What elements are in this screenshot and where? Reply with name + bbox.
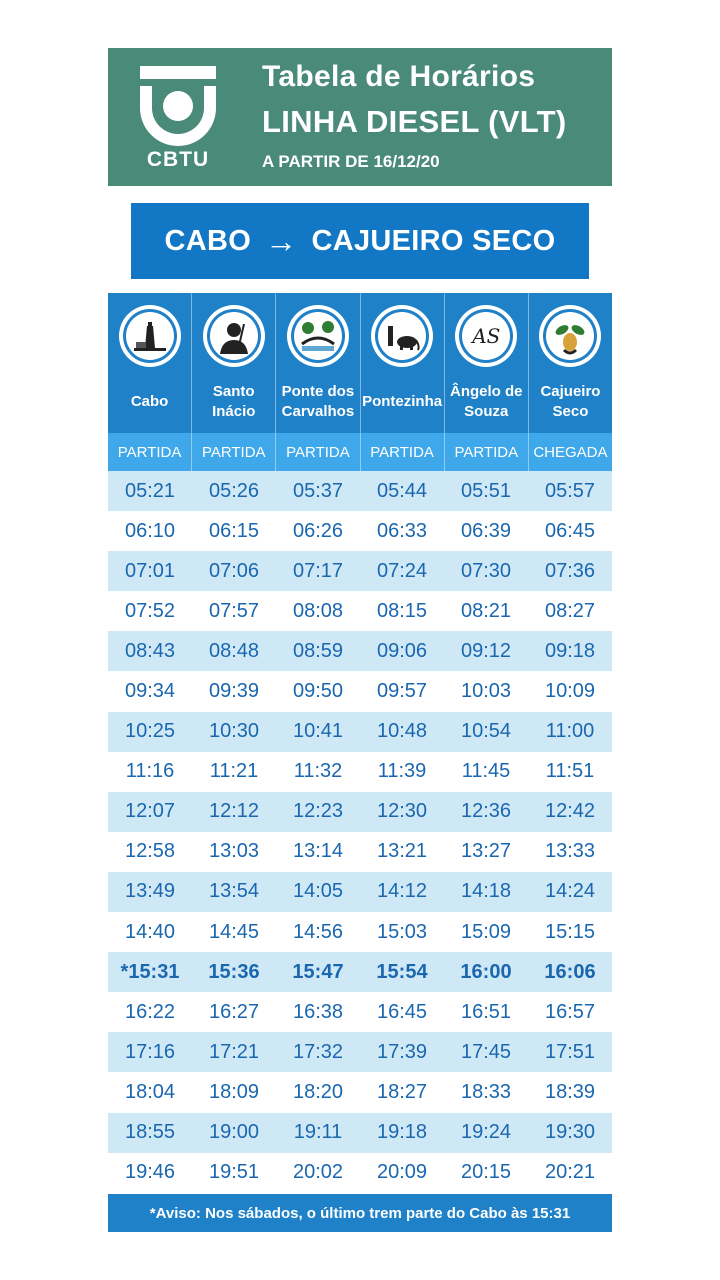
table-row bbox=[108, 1072, 612, 1112]
table-row bbox=[108, 551, 612, 591]
table-row bbox=[108, 1153, 612, 1193]
station-santo-inacio bbox=[192, 293, 276, 433]
time-cell: 08:15 bbox=[376, 599, 428, 622]
time-cell: 18:09 bbox=[208, 1080, 260, 1103]
time-cell: 06:33 bbox=[376, 519, 428, 542]
table-row bbox=[108, 631, 612, 671]
time-cell: 15:47 bbox=[292, 960, 344, 983]
time-cell: 07:06 bbox=[208, 559, 260, 582]
table-row bbox=[108, 992, 612, 1032]
time-cell: 10:48 bbox=[376, 720, 428, 743]
station-cabo bbox=[108, 293, 192, 433]
cashew-icon bbox=[546, 312, 594, 360]
time-cell: 13:14 bbox=[292, 840, 344, 863]
time-cell: 08:59 bbox=[292, 639, 344, 662]
time-cell: 16:57 bbox=[544, 1000, 596, 1023]
time-cell: 20:15 bbox=[460, 1161, 512, 1184]
time-cell: 16:51 bbox=[460, 1000, 512, 1023]
station-angelo-de-souza bbox=[445, 293, 529, 433]
time-cell: 08:27 bbox=[544, 599, 596, 622]
time-cell: 12:23 bbox=[292, 800, 344, 823]
time-cell: 11:16 bbox=[125, 760, 175, 783]
column-type: PARTIDA bbox=[445, 433, 529, 471]
time-cell: 07:36 bbox=[544, 559, 596, 582]
time-cell: 18:27 bbox=[376, 1080, 428, 1103]
time-cell: 10:54 bbox=[460, 720, 512, 743]
time-cell: 17:39 bbox=[376, 1040, 428, 1063]
time-cell: 17:45 bbox=[460, 1040, 512, 1063]
table-row bbox=[108, 1113, 612, 1153]
table-row bbox=[108, 511, 612, 551]
time-cell: 05:37 bbox=[292, 479, 344, 502]
time-cell: 07:01 bbox=[124, 559, 176, 582]
time-cell: 18:55 bbox=[124, 1121, 176, 1144]
time-cell: 18:20 bbox=[292, 1080, 344, 1103]
time-cell: 18:33 bbox=[460, 1080, 512, 1103]
time-cell: 17:32 bbox=[292, 1040, 344, 1063]
time-cell: 19:11 bbox=[293, 1121, 343, 1144]
table-row bbox=[108, 792, 612, 832]
time-cell: 07:30 bbox=[460, 559, 512, 582]
time-cell: 11:00 bbox=[545, 720, 595, 743]
time-cell: 11:21 bbox=[209, 760, 259, 783]
time-cell: 05:51 bbox=[460, 479, 512, 502]
time-cell: 16:06 bbox=[544, 960, 596, 983]
station-ponte-dos-carvalhos bbox=[276, 293, 360, 433]
time-cell: 19:00 bbox=[208, 1121, 260, 1144]
time-cell: 15:36 bbox=[208, 960, 260, 983]
time-cell: 17:16 bbox=[124, 1040, 176, 1063]
column-type: PARTIDA bbox=[361, 433, 445, 471]
time-cell: 11:45 bbox=[461, 760, 511, 783]
column-type: PARTIDA bbox=[192, 433, 276, 471]
time-cell: 06:26 bbox=[292, 519, 344, 542]
route-banner bbox=[131, 203, 589, 279]
table-row bbox=[108, 752, 612, 792]
station-name: Cabo bbox=[130, 393, 169, 410]
time-cell: 12:12 bbox=[208, 800, 260, 823]
saturday-notice: *Aviso: Nos sábados, o último trem parte do Cabo às 15:31 bbox=[108, 1194, 612, 1232]
column-subheader-row bbox=[108, 433, 612, 471]
time-cell: 16:00 bbox=[460, 960, 512, 983]
time-cell: 07:52 bbox=[124, 599, 176, 622]
time-cell: 14:45 bbox=[208, 920, 260, 943]
table-row bbox=[108, 872, 612, 912]
bridge-icon bbox=[294, 312, 342, 360]
time-cell: 06:15 bbox=[208, 519, 260, 542]
time-cell: 10:03 bbox=[460, 680, 512, 703]
time-cell: 05:57 bbox=[544, 479, 596, 502]
time-cell: 11:32 bbox=[293, 760, 343, 783]
time-cell: 09:39 bbox=[208, 680, 260, 703]
elephant-icon bbox=[378, 312, 426, 360]
header-banner bbox=[108, 48, 612, 186]
time-cell: 14:05 bbox=[292, 880, 344, 903]
station-name: Cajueiro Seco bbox=[540, 383, 601, 420]
time-cell: 14:40 bbox=[124, 920, 176, 943]
time-cell: 09:34 bbox=[124, 680, 176, 703]
column-type: CHEGADA bbox=[533, 443, 608, 461]
arrow-right-icon: → bbox=[265, 222, 298, 259]
time-cell: 07:24 bbox=[376, 559, 428, 582]
column-type: PARTIDA bbox=[276, 433, 360, 471]
time-cell: 19:51 bbox=[208, 1161, 260, 1184]
time-cell: 20:09 bbox=[376, 1161, 428, 1184]
time-cell: 13:21 bbox=[376, 840, 428, 863]
monogram-icon: AS bbox=[462, 312, 510, 360]
time-cell: 13:49 bbox=[124, 880, 176, 903]
time-cell: 20:02 bbox=[292, 1161, 344, 1184]
table-row bbox=[108, 832, 612, 872]
time-cell: 06:39 bbox=[460, 519, 512, 542]
time-cell: 12:07 bbox=[124, 800, 176, 823]
time-cell: 08:08 bbox=[292, 599, 344, 622]
station-name: Santo Inácio bbox=[212, 383, 256, 420]
time-cell: *15:31 bbox=[120, 960, 180, 983]
cbtu-logo bbox=[138, 64, 228, 174]
time-cell: 12:30 bbox=[376, 800, 428, 823]
schedule-table bbox=[108, 293, 612, 1193]
time-cell: 20:21 bbox=[544, 1161, 596, 1184]
logo-text: CBTU bbox=[146, 148, 210, 171]
time-cell: 12:42 bbox=[544, 800, 596, 823]
time-cell: 06:45 bbox=[544, 519, 596, 542]
time-cell: 18:39 bbox=[544, 1080, 596, 1103]
time-cell: 15:03 bbox=[376, 920, 428, 943]
station-cajueiro-seco bbox=[529, 293, 612, 433]
time-cell: 10:09 bbox=[544, 680, 596, 703]
column-type: PARTIDA bbox=[108, 433, 192, 471]
station-header-row bbox=[108, 293, 612, 433]
time-cell: 16:45 bbox=[376, 1000, 428, 1023]
time-cell: 13:27 bbox=[460, 840, 512, 863]
time-cell: 15:54 bbox=[376, 960, 428, 983]
time-cell: 07:57 bbox=[208, 599, 260, 622]
time-cell: 13:33 bbox=[544, 840, 596, 863]
time-cell: 12:36 bbox=[460, 800, 512, 823]
route-from: CABO bbox=[164, 224, 252, 257]
schedule-rows bbox=[108, 471, 612, 1193]
time-cell: 11:39 bbox=[377, 760, 427, 783]
station-pontezinha bbox=[361, 293, 445, 433]
station-name: Ângelo de Souza bbox=[450, 383, 523, 420]
time-cell: 19:24 bbox=[460, 1121, 512, 1144]
time-cell: 14:24 bbox=[544, 880, 596, 903]
time-cell: 19:30 bbox=[544, 1121, 596, 1144]
time-cell: 15:09 bbox=[460, 920, 512, 943]
time-cell: 19:46 bbox=[124, 1161, 176, 1184]
time-cell: 09:12 bbox=[460, 639, 512, 662]
time-cell: 09:57 bbox=[376, 680, 428, 703]
time-cell: 15:15 bbox=[544, 920, 596, 943]
time-cell: 10:41 bbox=[292, 720, 344, 743]
time-cell: 14:56 bbox=[292, 920, 344, 943]
time-cell: 13:03 bbox=[208, 840, 260, 863]
page-title: Tabela de Horários bbox=[262, 60, 536, 93]
time-cell: 14:18 bbox=[460, 880, 512, 903]
time-cell: 09:50 bbox=[292, 680, 344, 703]
time-cell: 17:51 bbox=[544, 1040, 596, 1063]
saint-icon bbox=[210, 312, 258, 360]
time-cell: 05:44 bbox=[376, 479, 428, 502]
time-cell: 09:18 bbox=[544, 639, 596, 662]
table-row bbox=[108, 591, 612, 631]
time-cell: 16:22 bbox=[124, 1000, 176, 1023]
time-cell: 09:06 bbox=[376, 639, 428, 662]
time-cell: 18:04 bbox=[124, 1080, 176, 1103]
time-cell: 12:58 bbox=[124, 840, 176, 863]
table-row bbox=[108, 1032, 612, 1072]
time-cell: 10:30 bbox=[208, 720, 260, 743]
table-row bbox=[108, 671, 612, 711]
time-cell: 17:21 bbox=[208, 1040, 260, 1063]
time-cell: 11:51 bbox=[545, 760, 595, 783]
time-cell: 16:27 bbox=[208, 1000, 260, 1023]
route-to: CAJUEIRO SECO bbox=[311, 224, 556, 257]
time-cell: 08:48 bbox=[208, 639, 260, 662]
table-row bbox=[108, 952, 612, 992]
time-cell: 08:43 bbox=[124, 639, 176, 662]
time-cell: 14:12 bbox=[376, 880, 428, 903]
station-name: Pontezinha bbox=[362, 393, 443, 410]
time-cell: 06:10 bbox=[124, 519, 176, 542]
effective-date: A PARTIR DE 16/12/20 bbox=[262, 152, 440, 171]
time-cell: 05:26 bbox=[208, 479, 260, 502]
time-cell: 10:25 bbox=[124, 720, 176, 743]
time-cell: 13:54 bbox=[208, 880, 260, 903]
time-cell: 05:21 bbox=[124, 479, 176, 502]
line-name: LINHA DIESEL (VLT) bbox=[262, 104, 567, 139]
table-row bbox=[108, 471, 612, 511]
table-row bbox=[108, 912, 612, 952]
station-name: Ponte dos Carvalhos bbox=[281, 383, 355, 420]
time-cell: 07:17 bbox=[292, 559, 344, 582]
time-cell: 19:18 bbox=[376, 1121, 428, 1144]
table-row bbox=[108, 712, 612, 752]
time-cell: 08:21 bbox=[460, 599, 512, 622]
time-cell: 16:38 bbox=[292, 1000, 344, 1023]
lighthouse-icon bbox=[126, 312, 174, 360]
